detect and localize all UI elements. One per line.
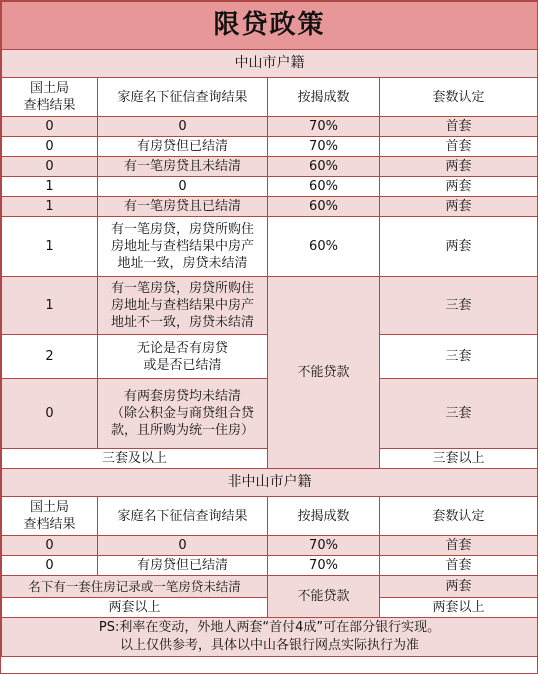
credit-cell: 有房贷但已结清 (98, 556, 268, 576)
count-cell: 两套以上 (380, 598, 538, 618)
credit-cell: 有一笔房贷且已结清 (98, 197, 268, 217)
table-row (2, 177, 538, 197)
no-loan-cell: 不能贷款 (268, 576, 380, 618)
ratio-cell: 60% (268, 157, 380, 177)
col-header-record: 国土局 查档结果 (2, 497, 98, 536)
count-cell: 三套 (380, 335, 538, 379)
table-row (2, 137, 538, 157)
count-cell: 首套 (380, 536, 538, 556)
credit-cell: 0 (98, 177, 268, 197)
record-cell: 0 (2, 379, 98, 449)
record-cell: 1 (2, 177, 98, 197)
footnote-line: PS:利率在变动，外地人两套“首付4成”可在部分银行实现。 (98, 620, 441, 635)
col-header-count: 套数认定 (380, 497, 538, 536)
ratio-cell: 60% (268, 177, 380, 197)
credit-cell: 有一笔房贷，房贷所购住 房地址与查档结果中房产 地址一致，房贷未结清 (98, 217, 268, 277)
policy-table (1, 1, 538, 657)
count-cell: 两套 (380, 217, 538, 277)
ratio-cell: 70% (268, 137, 380, 157)
ratio-cell: 60% (268, 217, 380, 277)
ratio-cell: 70% (268, 536, 380, 556)
count-cell: 首套 (380, 117, 538, 137)
ratio-cell: 70% (268, 556, 380, 576)
count-cell: 首套 (380, 137, 538, 157)
footnote-line: 以上仅供参考，具体以中山各银行网点实际执行为准 (120, 638, 420, 653)
record-cell: 0 (2, 157, 98, 177)
count-cell: 两套 (380, 157, 538, 177)
table-row (2, 157, 538, 177)
record-cell: 1 (2, 217, 98, 277)
col-header-count: 套数认定 (380, 78, 538, 117)
col-header-credit: 家庭名下征信查询结果 (98, 497, 268, 536)
section-title-non-zhongshan: 非中山市户籍 (2, 469, 538, 497)
credit-cell: 有两套房贷均未结清 （除公积金与商贷组合贷 款，且所购为统一住房） (98, 379, 268, 449)
count-cell: 三套以上 (380, 449, 538, 469)
record-cell: 1 (2, 277, 98, 335)
col-header-ratio: 按揭成数 (268, 78, 380, 117)
col-header-record: 国土局 查档结果 (2, 78, 98, 117)
record-cell: 0 (2, 556, 98, 576)
table-row (2, 277, 538, 335)
credit-cell: 有一笔房贷且未结清 (98, 157, 268, 177)
col-header-ratio: 按揭成数 (268, 497, 380, 536)
page-title: 限贷政策 (2, 2, 538, 50)
credit-cell: 有一笔房贷，房贷所购住 房地址与查档结果中房产 地址不一致，房贷未结清 (98, 277, 268, 335)
table-row (2, 197, 538, 217)
credit-cell: 有房贷但已结清 (98, 137, 268, 157)
credit-cell: 0 (98, 117, 268, 137)
two-plus-cell: 两套以上 (2, 598, 268, 618)
record-cell: 0 (2, 137, 98, 157)
table-row (2, 536, 538, 556)
record-cell: 0 (2, 536, 98, 556)
one-record-cell: 名下有一套住房记录或一笔房贷未结清 (2, 576, 268, 598)
count-cell: 首套 (380, 556, 538, 576)
count-cell: 三套 (380, 277, 538, 335)
count-cell: 两套 (380, 197, 538, 217)
record-cell: 0 (2, 117, 98, 137)
ratio-cell: 70% (268, 117, 380, 137)
col-header-credit: 家庭名下征信查询结果 (98, 78, 268, 117)
no-loan-cell: 不能贷款 (268, 277, 380, 469)
table-row (2, 576, 538, 598)
three-plus-cell: 三套及以上 (2, 449, 268, 469)
table-row (2, 117, 538, 137)
table-row (2, 217, 538, 277)
section-title-zhongshan: 中山市户籍 (2, 50, 538, 78)
credit-cell: 无论是否有房贷 或是否已结清 (98, 335, 268, 379)
ratio-cell: 60% (268, 197, 380, 217)
count-cell: 两套 (380, 576, 538, 598)
footnote (2, 618, 538, 657)
count-cell: 三套 (380, 379, 538, 449)
record-cell: 1 (2, 197, 98, 217)
record-cell: 2 (2, 335, 98, 379)
credit-cell: 0 (98, 536, 268, 556)
table-row (2, 556, 538, 576)
count-cell: 两套 (380, 177, 538, 197)
